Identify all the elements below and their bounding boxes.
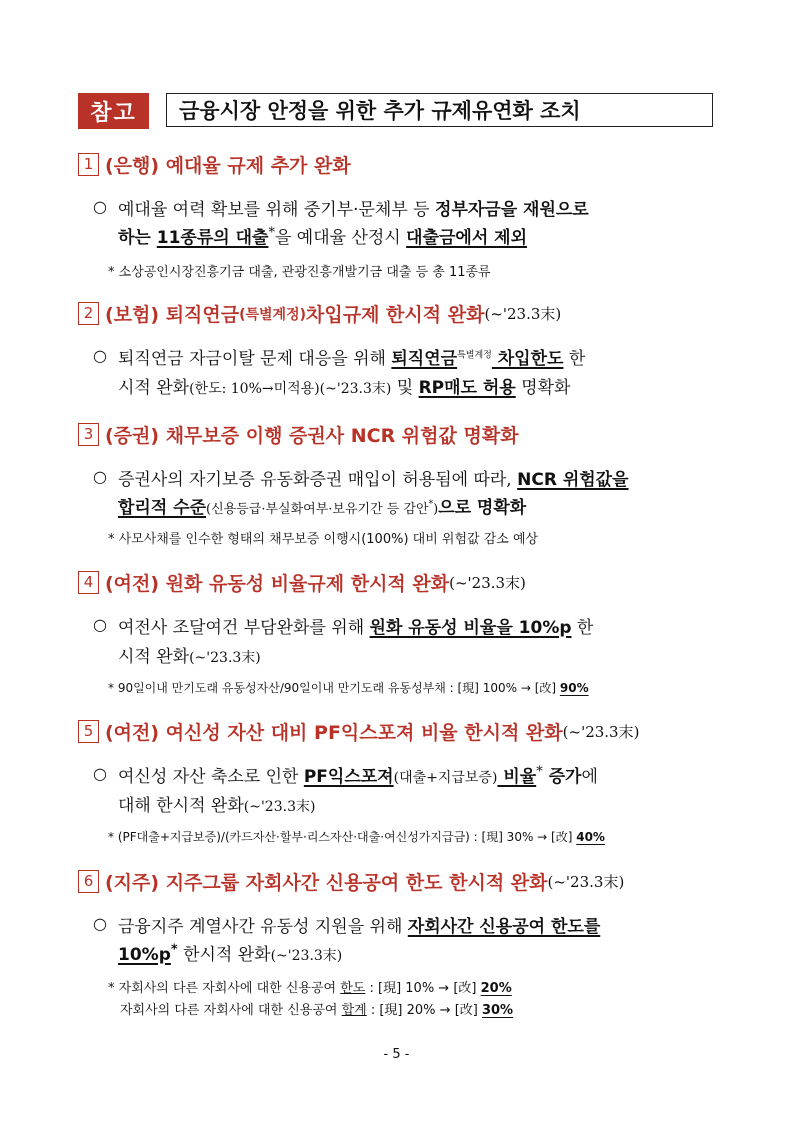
text: 한 bbox=[571, 618, 594, 638]
section-label: (여전) 원화 유동성 비율규제 한시적 완화 bbox=[105, 573, 450, 595]
text-bold: 으로 명확화 bbox=[438, 498, 527, 518]
text: 명확화 bbox=[515, 378, 571, 398]
text-small: (~'23.3末) bbox=[243, 799, 316, 815]
section-4-note bbox=[108, 679, 589, 696]
section-period: (~'23.3末) bbox=[547, 873, 625, 891]
text-small: (신용등급·부실화여부·보유기간 등 감안 bbox=[206, 502, 429, 517]
section-label: (지주) 지주그룹 자회사간 신용공여 한도 한시적 완화 bbox=[105, 872, 548, 894]
footnote-marker: * bbox=[170, 942, 178, 958]
section-1-line-1 bbox=[118, 195, 589, 220]
text-underline: 합계 bbox=[341, 1003, 367, 1018]
text-bold-underline: 비율 bbox=[497, 767, 537, 787]
text-bold-underline: 30% bbox=[481, 1003, 514, 1018]
text-bold-underline: NCR 위험값을 bbox=[517, 470, 629, 490]
section-6-note-2 bbox=[120, 999, 513, 1018]
text: 예대율 여력 확보를 위해 중기부·문체부 등 bbox=[118, 200, 436, 220]
text: 한시적 완화 bbox=[177, 945, 271, 965]
text: 여신성 자산 축소로 인한 bbox=[118, 767, 304, 787]
text: 증권사의 자기보증 유동화증권 매입이 허용됨에 따라, bbox=[118, 470, 518, 490]
text-small: ) bbox=[433, 502, 439, 517]
text: : [現] 10% → [改] bbox=[365, 981, 481, 996]
text: 에 bbox=[581, 767, 598, 787]
text-bold-underline: 10%p bbox=[118, 945, 171, 965]
section-label: 차입규제 한시적 완화 bbox=[306, 304, 485, 326]
text: 시적 완화 bbox=[118, 647, 190, 667]
text: : [現] 20% → [改] bbox=[366, 1003, 482, 1018]
footnote-marker: * bbox=[428, 499, 434, 510]
text-bold: 하는 bbox=[118, 228, 157, 248]
section-3-line-2 bbox=[118, 493, 526, 518]
section-5-line-2 bbox=[118, 791, 315, 816]
text-bold-underline: PF익스포져 bbox=[303, 767, 394, 787]
section-number: 3 bbox=[78, 423, 99, 446]
text-small: (대출+지급보증) bbox=[393, 770, 498, 786]
bullet-icon: ○ bbox=[93, 764, 107, 783]
text-small: (~'23.3末) bbox=[270, 948, 343, 964]
text-bold-underline: 합리적 수준 bbox=[118, 498, 207, 518]
text: * 90일이내 만기도래 유동성자산/90일이내 만기도래 유동성부채 : [現] 100% → [改] bbox=[108, 681, 560, 695]
section-5-line-1 bbox=[118, 762, 598, 787]
section-3-heading bbox=[78, 421, 519, 448]
section-3-line-1 bbox=[118, 465, 629, 490]
page-title-text: 금융시장 안정을 위한 추가 규제유연화 조치 bbox=[179, 99, 581, 123]
text-bold-underline: 원화 유동성 비율을 10%p bbox=[369, 618, 572, 638]
bullet-icon: ○ bbox=[93, 467, 107, 486]
text-bold-underline: RP매도 허용 bbox=[418, 378, 516, 398]
section-4-heading bbox=[78, 569, 526, 596]
section-4-line-1 bbox=[118, 613, 593, 638]
text: 한 bbox=[563, 349, 586, 369]
text: 자회사의 다른 자회사에 대한 신용공여 bbox=[120, 1003, 342, 1018]
reference-tag: 참고 bbox=[78, 93, 149, 129]
text-bold-underline: 자회사간 신용공여 한도를 bbox=[407, 917, 601, 937]
bullet-icon: ○ bbox=[93, 197, 107, 216]
section-period: (~'23.3末) bbox=[449, 574, 526, 592]
section-1-line-2 bbox=[118, 223, 527, 248]
section-6-heading bbox=[78, 868, 624, 895]
page-title bbox=[166, 93, 713, 127]
text: 및 bbox=[391, 378, 419, 398]
text-bold-underline: 90% bbox=[559, 681, 589, 695]
text: * (PF대출+지급보증)/(카드자산·할부·리스자산·대출·여신성가지급금) : [現] 30% → [改] bbox=[108, 830, 577, 844]
text: 퇴직연금 자금이탈 문제 대응을 위해 bbox=[118, 349, 392, 369]
section-1-note: * 소상공인시장진흥기금 대출, 관광진흥개발기금 대출 등 총 11종류 bbox=[108, 265, 491, 280]
text-underline: 한도 bbox=[340, 981, 366, 996]
text-small: (한도: 10%→미적용)(~'23.3末) bbox=[189, 381, 392, 397]
section-number: 6 bbox=[78, 870, 99, 893]
text-bold: 증가 bbox=[542, 767, 582, 787]
section-period: (~'23.3末) bbox=[562, 723, 640, 741]
section-1-heading bbox=[78, 151, 351, 178]
section-5-heading bbox=[78, 718, 639, 745]
section-2-line-1 bbox=[118, 344, 585, 369]
text: 금융지주 계열사간 유동성 지원을 위해 bbox=[118, 917, 408, 937]
section-label: (증권) 채무보증 이행 증권사 NCR 위험값 명확화 bbox=[105, 425, 519, 447]
section-label-small: (특별계정) bbox=[239, 306, 307, 323]
section-number: 4 bbox=[78, 571, 99, 594]
section-2-line-2 bbox=[118, 373, 570, 398]
text-bold-underline: 퇴직연금 bbox=[391, 349, 458, 369]
bullet-icon: ○ bbox=[93, 914, 107, 933]
section-label: (보험) 퇴직연금 bbox=[105, 304, 240, 326]
section-number: 1 bbox=[78, 153, 99, 176]
text: * 자회사의 다른 자회사에 대한 신용공여 bbox=[108, 981, 341, 996]
section-label: (은행) 예대율 규제 추가 완화 bbox=[105, 155, 351, 177]
section-number: 2 bbox=[78, 302, 99, 325]
section-3-note: * 사모사채를 인수한 형태의 채무보증 이행시(100%) 대비 위험값 감소 예상 bbox=[108, 532, 539, 547]
text-small: (~'23.3末) bbox=[189, 650, 261, 666]
section-4-line-2 bbox=[118, 642, 261, 667]
page-number: - 5 - bbox=[383, 1047, 410, 1062]
footnote-marker: * bbox=[536, 764, 543, 780]
superscript: 특별계정 bbox=[457, 350, 492, 361]
text-bold-underline: 20% bbox=[480, 981, 512, 996]
section-6-line-1 bbox=[118, 912, 600, 937]
section-5-note bbox=[108, 828, 605, 845]
text-bold-underline: 40% bbox=[576, 830, 605, 844]
footnote-marker: * bbox=[268, 225, 275, 241]
text-bold-underline: 11종류의 대출 bbox=[156, 228, 269, 248]
section-6-note-1 bbox=[108, 977, 512, 996]
bullet-icon: ○ bbox=[93, 346, 107, 365]
text: 대해 한시적 완화 bbox=[118, 796, 244, 816]
text: 여전사 조달여건 부담완화를 위해 bbox=[118, 618, 370, 638]
section-6-line-2 bbox=[118, 940, 342, 965]
section-period: (~'23.3末) bbox=[484, 305, 562, 323]
text-bold-underline: 차입한도 bbox=[491, 349, 564, 369]
text: 을 예대율 산정시 bbox=[274, 228, 407, 248]
text-bold: 정부자금을 재원으로 bbox=[435, 200, 589, 220]
text: 시적 완화 bbox=[118, 378, 190, 398]
section-2-heading bbox=[78, 300, 561, 327]
section-number: 5 bbox=[78, 720, 99, 743]
text-bold-underline: 대출금에서 제외 bbox=[406, 228, 527, 248]
section-label: (여전) 여신성 자산 대비 PF익스포져 비율 한시적 완화 bbox=[105, 722, 563, 744]
bullet-icon: ○ bbox=[93, 615, 107, 634]
